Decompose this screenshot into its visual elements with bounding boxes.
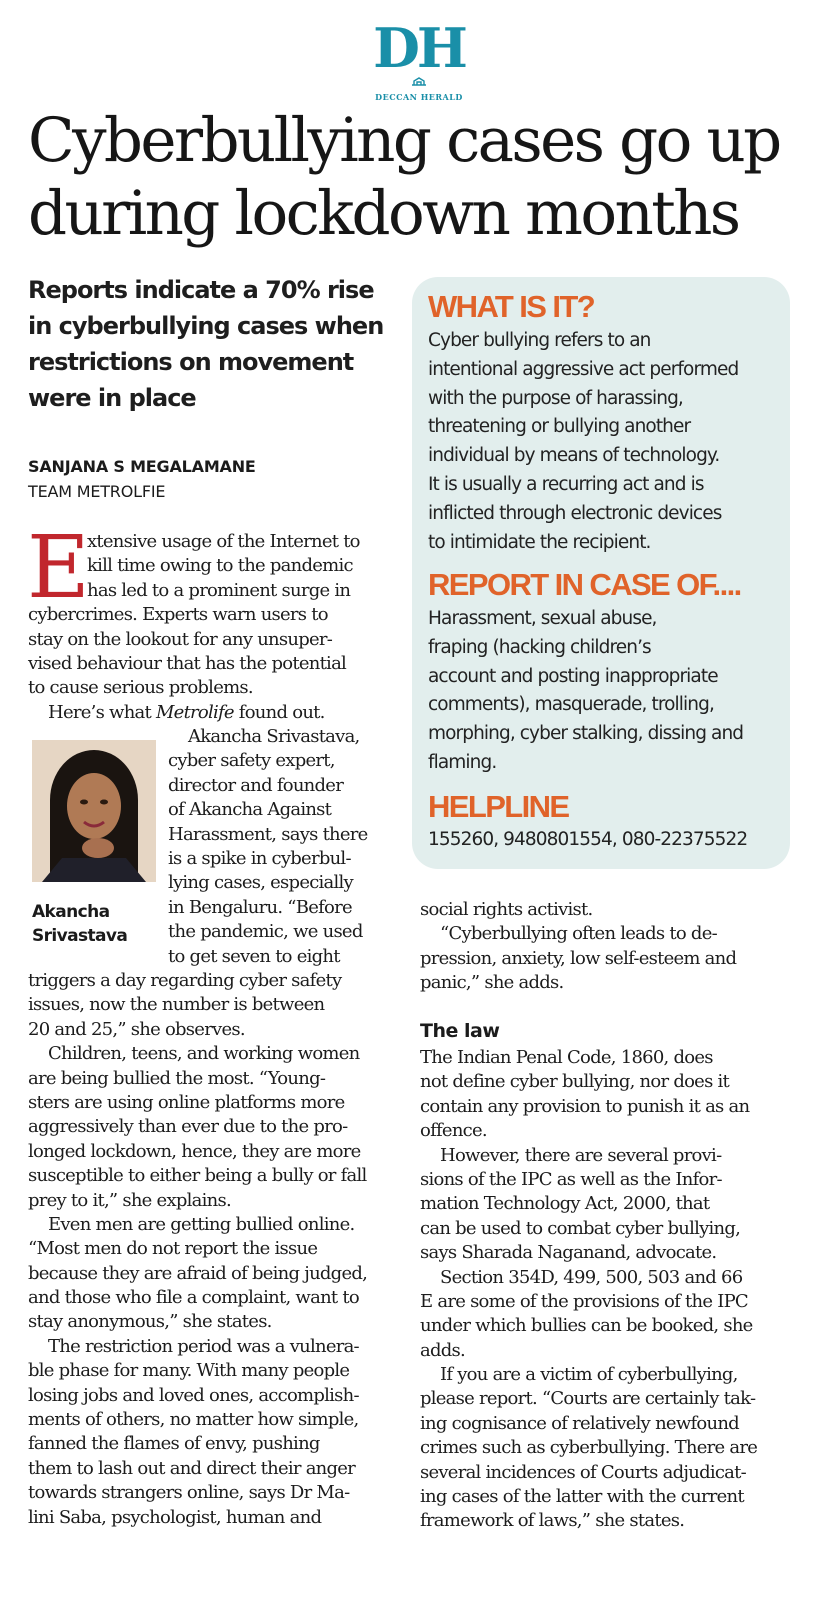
text-line: issues, now the number is between bbox=[28, 994, 325, 1016]
logo-emblem-icon bbox=[410, 75, 428, 87]
text-line: mation Technology Act, 2000, that bbox=[420, 1193, 710, 1215]
text-line: contain any provision to punish it as an bbox=[420, 1095, 750, 1117]
text-line: losing jobs and loved ones, accomplish- bbox=[28, 1384, 359, 1406]
text-line bbox=[28, 701, 398, 725]
sidebar-heading-helpline: HELPLINE bbox=[428, 789, 569, 824]
text-line: aggressively than ever due to the pro- bbox=[28, 1116, 348, 1138]
text-line: However, there are several provi- bbox=[440, 1144, 722, 1166]
deck-line: were in place bbox=[28, 384, 196, 412]
text-line: them to lash out and direct their anger bbox=[28, 1457, 356, 1479]
text-line: Harassment, sexual abuse, bbox=[428, 608, 657, 629]
article-paragraph bbox=[420, 1046, 810, 1534]
text-line: It is usually a recurring act and is bbox=[428, 473, 704, 495]
text-line: longed lockdown, hence, they are more bbox=[28, 1140, 361, 1162]
section-heading-law: The law bbox=[420, 1020, 500, 1042]
article-paragraph bbox=[28, 969, 403, 1530]
text-fragment: found out. bbox=[233, 701, 325, 723]
text-line: please report. “Courts are certainly tak- bbox=[420, 1388, 756, 1410]
text-line: fraping (hacking children’s bbox=[428, 636, 651, 658]
headline-line: during lockdown months bbox=[28, 178, 739, 249]
sidebar-report-text bbox=[428, 605, 784, 778]
deck-line: in cyberbullying cases when bbox=[28, 312, 384, 340]
text-line: morphing, cyber stalking, dissing and bbox=[428, 723, 744, 745]
text-line: individual by means of technology. bbox=[428, 445, 720, 467]
byline-team: TEAM METROLFIE bbox=[28, 482, 166, 501]
sidebar-heading-report: REPORT IN CASE OF.... bbox=[428, 567, 741, 602]
text-line: Even men are getting bullied online. bbox=[48, 1213, 355, 1235]
drop-cap: E bbox=[27, 518, 90, 618]
byline-author: SANJANA S MEGALAMANE bbox=[28, 457, 256, 476]
text-line: triggers a day regarding cyber safety bbox=[28, 970, 342, 991]
text-line: several incidences of Courts adjudicat- bbox=[420, 1461, 746, 1483]
text-line: stay anonymous,” she states. bbox=[28, 1311, 272, 1333]
logo-subtitle: DECCAN HERALD bbox=[375, 92, 463, 102]
text-line: kill time owing to the pandemic bbox=[87, 555, 353, 577]
text-line: the pandemic, we used bbox=[168, 921, 363, 943]
text-line: comments), masquerade, trolling, bbox=[428, 694, 714, 716]
text-line: sters are using online platforms more bbox=[28, 1091, 345, 1113]
photo-caption bbox=[32, 900, 127, 948]
text-line: ing cognisance of relatively newfound bbox=[420, 1412, 739, 1434]
text-line: not define cyber bullying, nor does it bbox=[420, 1071, 730, 1093]
sidebar-helpline-text bbox=[428, 826, 784, 855]
text-line: “Cyberbullying often leads to de- bbox=[440, 923, 717, 945]
text-line: to cause serious problems. bbox=[28, 677, 253, 699]
text-line: prey to it,” she explains. bbox=[28, 1189, 231, 1211]
text-line: If you are a victim of cyberbullying, bbox=[440, 1364, 738, 1386]
text-line: fanned the flames of envy, pushing bbox=[28, 1433, 320, 1455]
text-line: threatening or bullying another bbox=[428, 416, 691, 438]
text-line: Harassment, says there bbox=[168, 823, 368, 845]
deck-line: restrictions on movement bbox=[28, 348, 354, 376]
text-line: towards strangers online, says Dr Ma- bbox=[28, 1482, 350, 1504]
text-line: flaming. bbox=[428, 751, 497, 773]
author-photo bbox=[32, 740, 156, 882]
text-line: stay on the lookout for any unsuper- bbox=[28, 628, 333, 650]
text-line: “Most men do not report the issue bbox=[28, 1238, 318, 1260]
caption-line: Akancha bbox=[32, 902, 110, 922]
deck-line: Reports indicate a 70% rise bbox=[28, 276, 374, 304]
text-line: to intimidate the recipient. bbox=[428, 531, 651, 553]
text-line: sions of the IPC as well as the Infor- bbox=[420, 1168, 722, 1190]
sidebar-what-text bbox=[428, 327, 784, 557]
text-line: pression, anxiety, low self-esteem and bbox=[420, 947, 737, 969]
text-line: The restriction period was a vulnera- bbox=[48, 1335, 359, 1357]
sidebar-heading-what: WHAT IS IT? bbox=[428, 289, 595, 324]
article-paragraph bbox=[420, 898, 810, 996]
text-fragment: Here’s what bbox=[48, 701, 156, 723]
text-line: Cyber bullying refers to an bbox=[428, 330, 651, 351]
text-line: ing cases of the latter with the current bbox=[420, 1486, 744, 1508]
article-paragraph bbox=[27, 518, 398, 725]
text-line: ble phase for many. With many people bbox=[28, 1360, 350, 1382]
text-line: in Bengaluru. “Before bbox=[168, 896, 352, 918]
text-line: Children, teens, and working women bbox=[48, 1043, 360, 1065]
text-line: and those who file a complaint, want to bbox=[28, 1287, 359, 1309]
text-line: inflicted through electronic devices bbox=[428, 502, 722, 524]
logo-mark: DH bbox=[373, 16, 465, 80]
text-line: crimes such as cyberbullying. There are bbox=[420, 1437, 758, 1459]
text-line: susceptible to either being a bully or fall bbox=[28, 1165, 367, 1187]
deck bbox=[28, 272, 398, 416]
text-line: Section 354D, 499, 500, 503 and 66 bbox=[440, 1266, 743, 1288]
text-line: vised behaviour that has the potential bbox=[28, 652, 347, 674]
headline-line: Cyberbullying cases go up bbox=[28, 105, 780, 176]
headline bbox=[28, 104, 818, 250]
text-line: intentional aggressive act performed bbox=[428, 358, 739, 380]
text-line: lying cases, especially bbox=[168, 872, 353, 894]
helpline-numbers: 155260, 9480801554, 080-22375522 bbox=[428, 829, 748, 850]
text-line: framework of laws,” she states. bbox=[420, 1510, 685, 1532]
text-line: are being bullied the most. “Young- bbox=[28, 1067, 326, 1089]
text-line: xtensive usage of the Internet to bbox=[87, 531, 360, 552]
publication-name: Metrolife bbox=[155, 701, 234, 723]
text-line: cybercrimes. Experts warn users to bbox=[28, 604, 328, 626]
text-line: cyber safety expert, bbox=[168, 750, 335, 772]
text-line: ments of others, no matter how simple, bbox=[28, 1409, 359, 1431]
text-line: to get seven to eight bbox=[168, 945, 340, 967]
text-line: director and founder bbox=[168, 774, 344, 796]
text-line: offence. bbox=[420, 1120, 487, 1142]
caption-line: Srivastava bbox=[32, 926, 128, 946]
text-line: is a spike in cyberbul- bbox=[168, 847, 351, 869]
text-line: says Sharada Naganand, advocate. bbox=[420, 1242, 717, 1264]
portrait-image bbox=[32, 740, 156, 882]
text-line: E are some of the provisions of the IPC bbox=[420, 1290, 748, 1312]
text-line: social rights activist. bbox=[420, 899, 593, 920]
text-line: Akancha Srivastava, bbox=[188, 726, 360, 747]
text-line: adds. bbox=[420, 1339, 465, 1361]
text-line: account and posting inappropriate bbox=[428, 665, 718, 687]
article-paragraph bbox=[168, 725, 400, 969]
text-line: 20 and 25,” she observes. bbox=[28, 1018, 245, 1040]
text-line: because they are afraid of being judged, bbox=[28, 1262, 368, 1284]
masthead-logo bbox=[0, 16, 838, 102]
text-line: under which bullies can be booked, she bbox=[420, 1315, 753, 1337]
text-line: lini Saba, psychologist, human and bbox=[28, 1506, 322, 1528]
text-line: of Akancha Against bbox=[168, 799, 332, 821]
text-line: has led to a prominent surge in bbox=[87, 579, 351, 601]
text-line: with the purpose of harassing, bbox=[428, 387, 683, 409]
text-line: The Indian Penal Code, 1860, does bbox=[420, 1047, 713, 1068]
text-line: panic,” she adds. bbox=[420, 972, 564, 994]
text-line: can be used to combat cyber bullying, bbox=[420, 1217, 741, 1239]
